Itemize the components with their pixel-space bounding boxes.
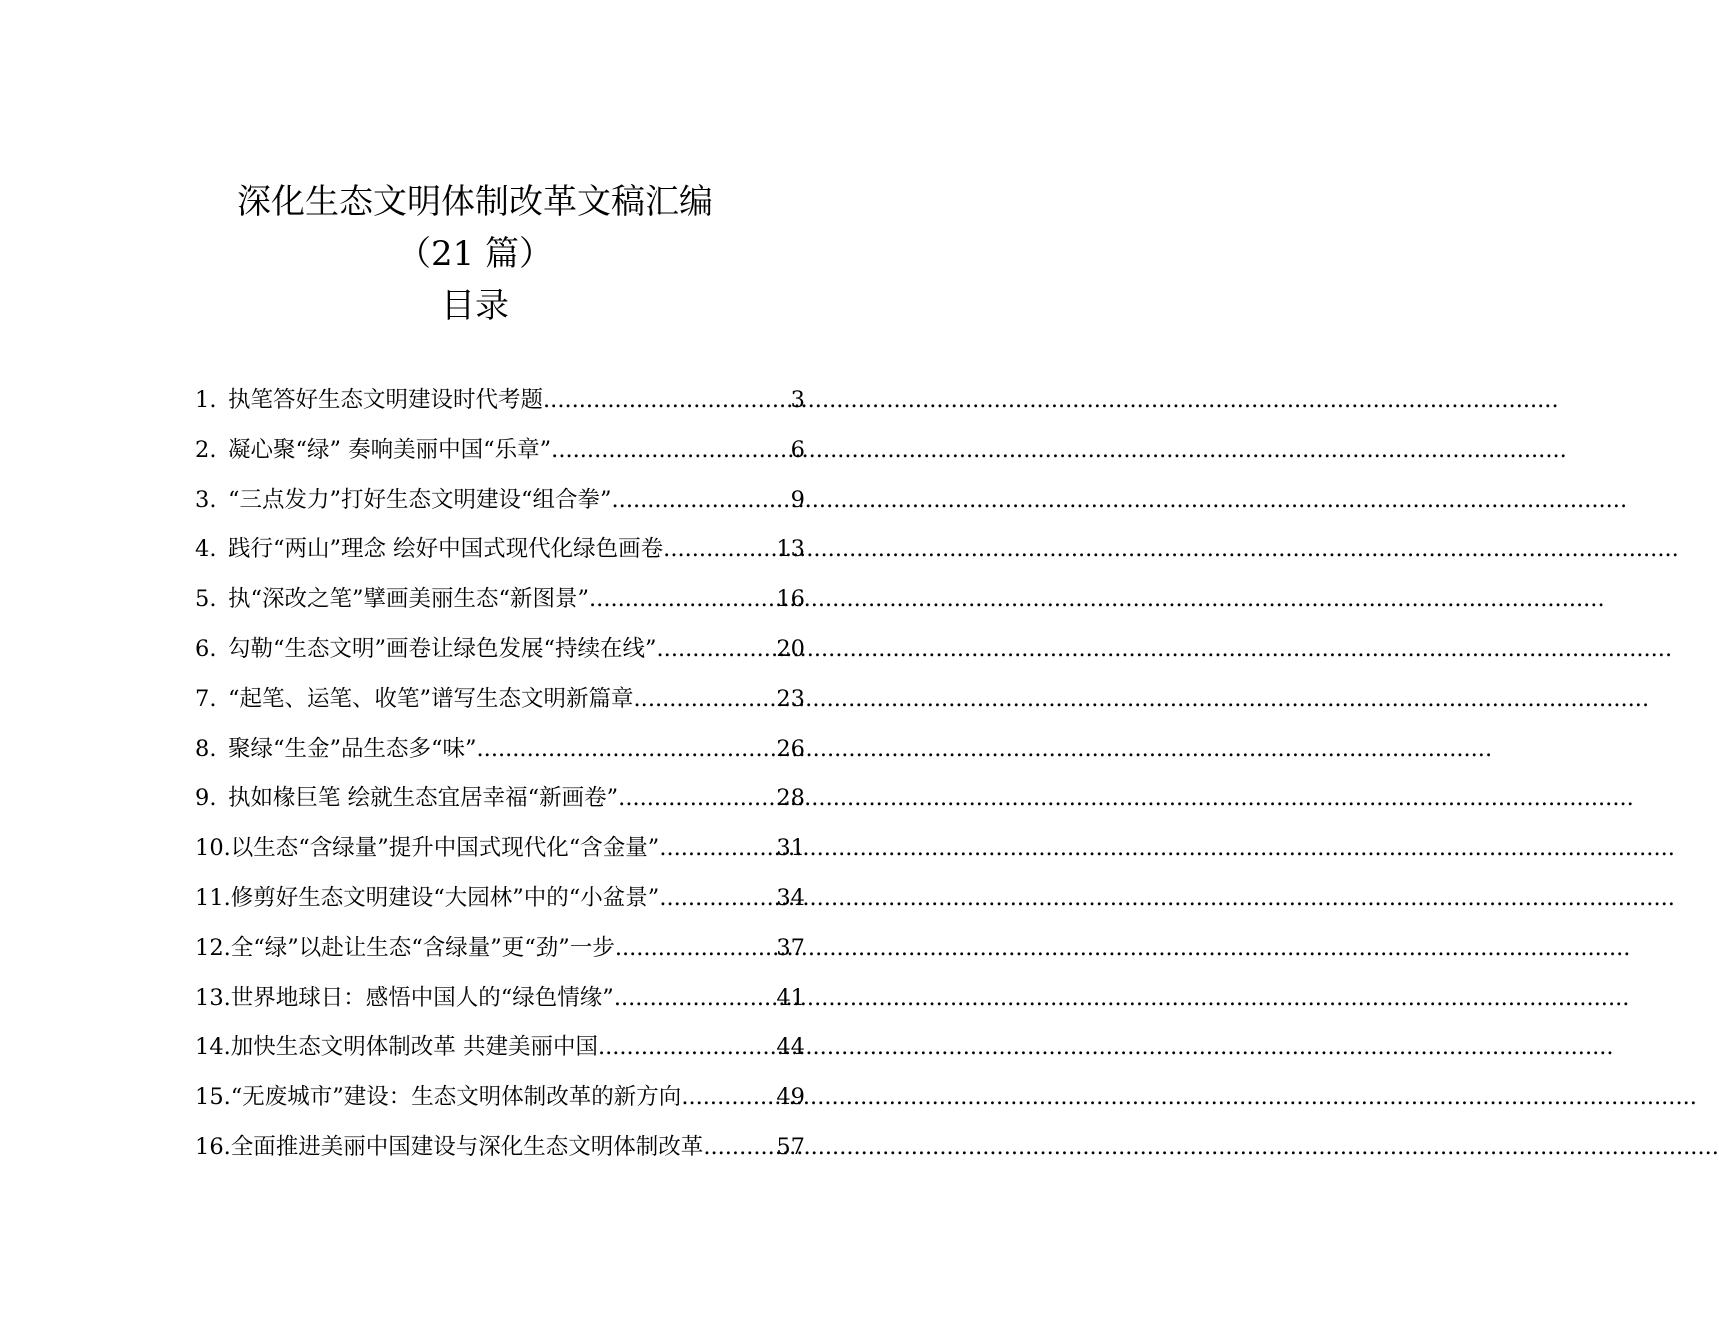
toc-entry-7[interactable] bbox=[195, 675, 805, 725]
toc-entry-page: 57 bbox=[776, 1133, 805, 1160]
toc-entry-page: 13 bbox=[776, 536, 805, 563]
toc-entry-title: 加快生态文明体制改革 共建美丽中国 bbox=[230, 1034, 598, 1061]
toc-entry-title: “起笔、运笔、收笔”谱写生态文明新篇章 bbox=[228, 685, 634, 712]
dot-leader bbox=[659, 824, 776, 874]
toc-entry-number: 1. bbox=[195, 387, 217, 413]
toc-entry-10[interactable] bbox=[195, 824, 805, 874]
toc-entry-16[interactable] bbox=[195, 1123, 805, 1173]
toc-entry-number: 12. bbox=[195, 934, 231, 961]
toc-entry-page: 34 bbox=[776, 884, 805, 911]
dot-leader bbox=[663, 525, 776, 575]
toc-entry-title: 全面推进美丽中国建设与深化生态文明体制改革 bbox=[230, 1133, 704, 1160]
toc-entry-number: 4. bbox=[195, 536, 217, 563]
toc-entry-15[interactable] bbox=[195, 1073, 805, 1123]
toc-entry-title: 全“绿”以赴让生态“含绿量”更“劲”一步 bbox=[230, 934, 615, 961]
toc-entry-page: 20 bbox=[776, 635, 805, 662]
toc-entry-number: 14. bbox=[195, 1034, 231, 1061]
toc-entry-page: 16 bbox=[776, 586, 805, 613]
toc-entry-4[interactable] bbox=[195, 525, 805, 575]
table-of-contents bbox=[195, 376, 805, 1173]
dot-leader bbox=[543, 376, 791, 426]
toc-entry-title: 践行“两山”理念 绘好中国式现代化绿色画卷 bbox=[228, 536, 664, 563]
document-title: 深化生态文明体制改革文稿汇编 bbox=[237, 182, 713, 222]
toc-entry-page: 49 bbox=[776, 1084, 805, 1111]
toc-entry-page: 3 bbox=[790, 387, 805, 413]
toc-entry-number: 9. bbox=[195, 785, 217, 812]
toc-entry-1[interactable] bbox=[195, 376, 805, 426]
dot-leader bbox=[703, 1123, 776, 1173]
toc-entry-page: 31 bbox=[776, 835, 805, 862]
toc-entry-number: 3. bbox=[195, 486, 217, 513]
toc-heading: 目录 bbox=[441, 286, 509, 326]
dot-leader bbox=[681, 1073, 776, 1123]
toc-entry-8[interactable] bbox=[195, 725, 805, 775]
toc-entry-number: 16. bbox=[195, 1133, 231, 1160]
toc-entry-page: 9 bbox=[790, 486, 805, 513]
toc-entry-page: 44 bbox=[776, 1034, 805, 1061]
toc-entry-number: 5. bbox=[195, 586, 217, 613]
title-block bbox=[0, 176, 950, 332]
toc-entry-page: 26 bbox=[776, 735, 805, 762]
toc-entry-title: 执“深改之笔”擘画美丽生态“新图景” bbox=[228, 586, 590, 613]
toc-entry-14[interactable] bbox=[195, 1023, 805, 1073]
toc-entry-page: 28 bbox=[776, 785, 805, 812]
dot-leader bbox=[618, 774, 776, 824]
dot-leader bbox=[657, 625, 777, 675]
toc-entry-number: 10. bbox=[195, 835, 231, 862]
dot-leader bbox=[615, 924, 777, 974]
toc-entry-page: 41 bbox=[776, 984, 805, 1011]
toc-entry-title: 修剪好生态文明建设“大园林”中的“小盆景” bbox=[230, 884, 660, 911]
toc-entry-number: 13. bbox=[195, 984, 231, 1011]
toc-entry-number: 11. bbox=[195, 884, 231, 911]
toc-entry-number: 7. bbox=[195, 685, 217, 712]
toc-entry-2[interactable] bbox=[195, 426, 805, 476]
toc-entry-title: “无废城市”建设：生态文明体制改革的新方向 bbox=[230, 1084, 682, 1111]
toc-entry-title: 以生态“含绿量”提升中国式现代化“含金量” bbox=[230, 835, 660, 862]
toc-entry-title: “三点发力”打好生态文明建设“组合拳” bbox=[228, 486, 612, 513]
dot-leader bbox=[551, 426, 791, 476]
toc-entry-11[interactable] bbox=[195, 874, 805, 924]
toc-entry-title: 执笔答好生态文明建设时代考题 bbox=[228, 387, 544, 413]
toc-entry-title: 执如椽巨笔 绘就生态宜居幸福“新画卷” bbox=[228, 785, 619, 812]
dot-leader bbox=[589, 575, 776, 625]
toc-entry-page: 6 bbox=[790, 436, 805, 463]
toc-entry-title: 勾勒“生态文明”画卷让绿色发展“持续在线” bbox=[228, 635, 657, 662]
toc-entry-9[interactable] bbox=[195, 774, 805, 824]
toc-entry-number: 8. bbox=[195, 735, 217, 762]
dot-leader bbox=[659, 874, 776, 924]
toc-entry-13[interactable] bbox=[195, 974, 805, 1024]
toc-entry-3[interactable] bbox=[195, 476, 805, 526]
document-subtitle: （21 篇） bbox=[396, 234, 554, 274]
toc-entry-6[interactable] bbox=[195, 625, 805, 675]
dot-leader bbox=[612, 476, 791, 526]
toc-entry-title: 聚绿“生金”品生态多“味” bbox=[228, 735, 477, 762]
toc-entry-page: 23 bbox=[776, 685, 805, 712]
toc-entry-page: 37 bbox=[776, 934, 805, 961]
toc-entry-number: 15. bbox=[195, 1084, 231, 1111]
toc-entry-number: 2. bbox=[195, 436, 217, 463]
dot-leader bbox=[477, 725, 777, 775]
dot-leader bbox=[598, 1023, 776, 1073]
toc-entry-title: 世界地球日：感悟中国人的“绿色情缘” bbox=[230, 984, 614, 1011]
dot-leader bbox=[614, 974, 777, 1024]
toc-entry-number: 6. bbox=[195, 635, 217, 662]
toc-entry-title: 凝心聚“绿” 奏响美丽中国“乐章” bbox=[228, 436, 552, 463]
dot-leader bbox=[634, 675, 777, 725]
toc-entry-5[interactable] bbox=[195, 575, 805, 625]
toc-entry-12[interactable] bbox=[195, 924, 805, 974]
